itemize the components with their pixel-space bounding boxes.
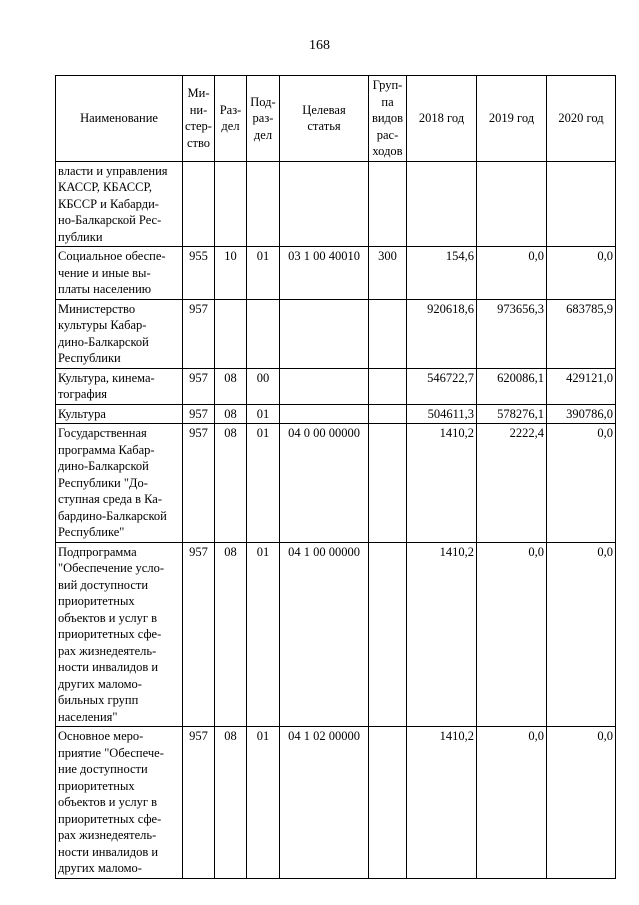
cell-section: 08 <box>215 368 247 404</box>
table-row <box>56 161 616 247</box>
cell-target: 04 1 02 00000 <box>280 727 369 879</box>
cell-ministry <box>183 161 215 247</box>
page-number: 168 <box>309 38 330 53</box>
cell-subsection <box>247 299 280 368</box>
cell-subsection: 01 <box>247 404 280 424</box>
table-body <box>56 161 616 878</box>
cell-group: 300 <box>369 247 407 300</box>
cell-target <box>280 161 369 247</box>
cell-name: власти и управления КАССР, КБАССР, КБССР и Кабарди- но-Балкарской Рес- публики <box>56 161 183 247</box>
table-header-row <box>56 76 616 162</box>
cell-name: Культура <box>56 404 183 424</box>
table-row <box>56 368 616 404</box>
cell-subsection: 00 <box>247 368 280 404</box>
cell-name: Государственная программа Кабар- дино-Балкарской Республики "До- ступная среда в Ка- бардино-Балкарской Республике" <box>56 424 183 543</box>
cell-2020: 0,0 <box>547 247 616 300</box>
cell-ministry: 957 <box>183 542 215 727</box>
cell-name: Министерство культуры Кабар- дино-Балкарской Республики <box>56 299 183 368</box>
cell-subsection: 01 <box>247 247 280 300</box>
cell-2020 <box>547 161 616 247</box>
cell-2020: 683785,9 <box>547 299 616 368</box>
cell-target: 04 0 00 00000 <box>280 424 369 543</box>
cell-group <box>369 161 407 247</box>
cell-ministry: 957 <box>183 368 215 404</box>
header-ministry: Ми- ни- стер- ство <box>183 76 215 162</box>
cell-2018 <box>407 161 477 247</box>
header-section: Раз- дел <box>215 76 247 162</box>
cell-name: Культура, кинема- тография <box>56 368 183 404</box>
header-subsection: Под- раз- дел <box>247 76 280 162</box>
header-2020: 2020 год <box>547 76 616 162</box>
cell-name: Подпрограмма "Обеспечение усло- вий доступности приоритетных объектов и услуг в приоритетных сфе- рах жизнедеятель- ности инвалидов и других маломо- бильных групп населения" <box>56 542 183 727</box>
header-name: Наименование <box>56 76 183 162</box>
cell-ministry: 957 <box>183 299 215 368</box>
cell-2019: 620086,1 <box>477 368 547 404</box>
cell-2018: 1410,2 <box>407 727 477 879</box>
cell-group <box>369 424 407 543</box>
cell-section: 08 <box>215 424 247 543</box>
cell-2020: 429121,0 <box>547 368 616 404</box>
cell-group <box>369 404 407 424</box>
cell-2018: 546722,7 <box>407 368 477 404</box>
cell-2019 <box>477 161 547 247</box>
cell-ministry: 957 <box>183 727 215 879</box>
cell-2019: 578276,1 <box>477 404 547 424</box>
cell-2020: 0,0 <box>547 542 616 727</box>
cell-subsection: 01 <box>247 727 280 879</box>
cell-2018: 920618,6 <box>407 299 477 368</box>
cell-target <box>280 299 369 368</box>
cell-2019: 2222,4 <box>477 424 547 543</box>
cell-name: Социальное обеспе- чение и иные вы- платы населению <box>56 247 183 300</box>
cell-ministry: 957 <box>183 404 215 424</box>
header-2018: 2018 год <box>407 76 477 162</box>
cell-group <box>369 542 407 727</box>
cell-2018: 154,6 <box>407 247 477 300</box>
cell-name: Основное меро- приятие "Обеспече- ние доступности приоритетных объектов и услуг в приоритетных сфе- рах жизнедеятель- ности инвалидов и других маломо- <box>56 727 183 879</box>
header-target: Целевая статья <box>280 76 369 162</box>
cell-ministry: 955 <box>183 247 215 300</box>
cell-2020: 0,0 <box>547 424 616 543</box>
cell-2020: 0,0 <box>547 727 616 879</box>
header-2019: 2019 год <box>477 76 547 162</box>
table-row <box>56 247 616 300</box>
budget-table <box>55 75 616 879</box>
cell-target: 04 1 00 00000 <box>280 542 369 727</box>
header-group: Груп- па видов рас- ходов <box>369 76 407 162</box>
cell-section: 08 <box>215 542 247 727</box>
cell-group <box>369 727 407 879</box>
cell-2019: 0,0 <box>477 727 547 879</box>
cell-section <box>215 161 247 247</box>
cell-2019: 0,0 <box>477 542 547 727</box>
cell-2020: 390786,0 <box>547 404 616 424</box>
cell-section: 08 <box>215 404 247 424</box>
cell-section <box>215 299 247 368</box>
table-row <box>56 542 616 727</box>
cell-2019: 0,0 <box>477 247 547 300</box>
cell-section: 10 <box>215 247 247 300</box>
cell-subsection <box>247 161 280 247</box>
table-row <box>56 299 616 368</box>
cell-subsection: 01 <box>247 424 280 543</box>
cell-section: 08 <box>215 727 247 879</box>
cell-group <box>369 368 407 404</box>
cell-ministry: 957 <box>183 424 215 543</box>
cell-2019: 973656,3 <box>477 299 547 368</box>
cell-2018: 504611,3 <box>407 404 477 424</box>
cell-2018: 1410,2 <box>407 542 477 727</box>
table-row <box>56 727 616 879</box>
cell-target: 03 1 00 40010 <box>280 247 369 300</box>
table-row <box>56 424 616 543</box>
cell-target <box>280 368 369 404</box>
table-row <box>56 404 616 424</box>
cell-group <box>369 299 407 368</box>
cell-target <box>280 404 369 424</box>
cell-subsection: 01 <box>247 542 280 727</box>
cell-2018: 1410,2 <box>407 424 477 543</box>
